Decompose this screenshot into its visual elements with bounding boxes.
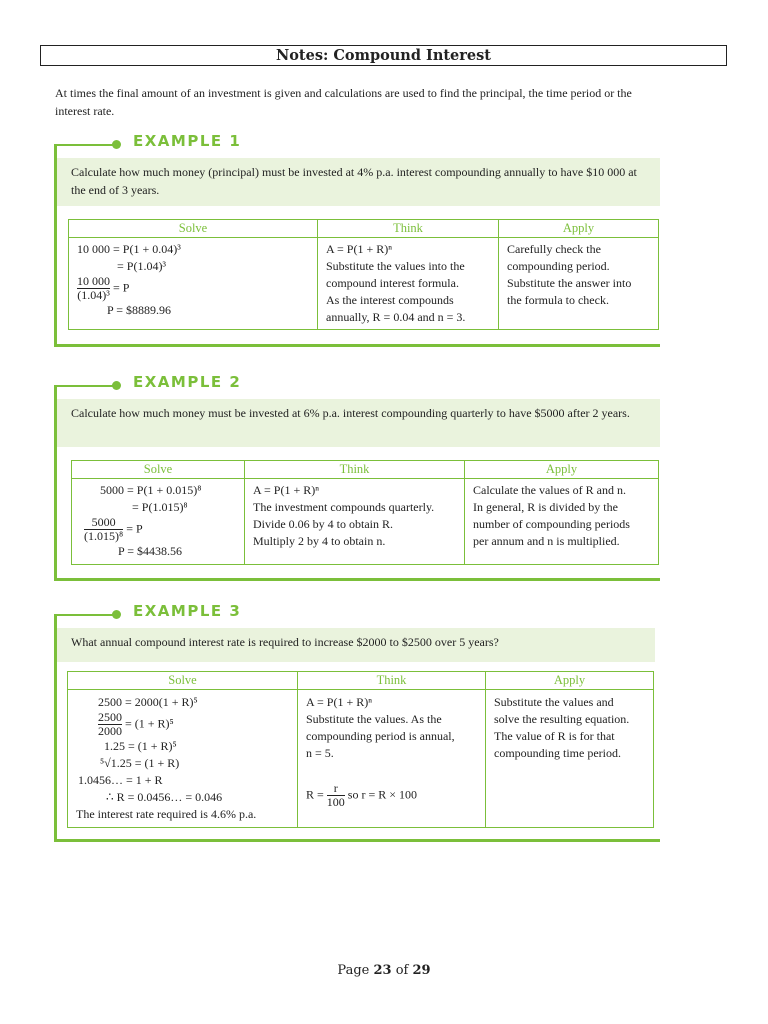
solve-line: = (1 + R)⁵ bbox=[125, 716, 174, 731]
apply-header: Apply bbox=[486, 672, 654, 690]
fraction-denominator: (1.04)³ bbox=[77, 288, 110, 302]
solve-result: P = $8889.96 bbox=[107, 303, 171, 317]
example-1-label: EXAMPLE 1 bbox=[133, 132, 242, 150]
fraction-numerator: 2500 bbox=[98, 710, 122, 724]
solve-cell bbox=[72, 479, 245, 565]
think-equation bbox=[306, 782, 477, 809]
think-line: A = P(1 + R)ⁿ bbox=[306, 695, 372, 709]
heading-line bbox=[54, 385, 116, 387]
think-cell bbox=[245, 479, 465, 565]
fraction-denominator: 2000 bbox=[98, 724, 122, 738]
intro-paragraph: At times the final amount of an investment is given and calculations are used to find the principal, the time period or the interest rate. bbox=[55, 86, 632, 118]
apply-line: Carefully check the bbox=[507, 242, 601, 256]
example-2-label: EXAMPLE 2 bbox=[133, 373, 242, 391]
page-footer bbox=[0, 963, 768, 978]
think-cell bbox=[318, 238, 499, 330]
fraction bbox=[327, 782, 345, 809]
example-3-label: EXAMPLE 3 bbox=[133, 602, 242, 620]
solve-fraction-line bbox=[77, 275, 309, 302]
heading-line bbox=[54, 144, 116, 146]
think-line: As the interest compounds bbox=[326, 293, 454, 307]
think-line: compounding period is annual, bbox=[306, 729, 455, 743]
example-2-question: Calculate how much money must be invested at 6% p.a. interest compounding quarterly to have $5000 after 2 years. bbox=[57, 399, 660, 447]
example-3 bbox=[54, 602, 660, 842]
apply-line: the formula to check. bbox=[507, 293, 609, 307]
solve-line: ⁵√1.25 = (1 + R) bbox=[100, 756, 180, 770]
apply-line: Calculate the values of R and n. bbox=[473, 483, 626, 497]
apply-line: compounding time period. bbox=[494, 746, 621, 760]
fraction-numerator: 10 000 bbox=[77, 274, 110, 288]
page-total: 29 bbox=[412, 963, 431, 978]
heading-dot-icon bbox=[112, 610, 121, 619]
solve-line: 2500 = 2000(1 + R)⁵ bbox=[98, 695, 198, 709]
solve-cell bbox=[69, 238, 318, 330]
think-line: n = 5. bbox=[306, 746, 334, 760]
solve-line: = P(1.04)³ bbox=[117, 259, 167, 273]
solve-line: 10 000 = P(1 + 0.04)³ bbox=[77, 242, 181, 256]
example-1-question: Calculate how much money (principal) must be invested at 4% p.a. interest compounding annually to have $10 000 at the end of 3 years. bbox=[57, 158, 660, 206]
apply-header: Apply bbox=[465, 461, 659, 479]
apply-line: In general, R is divided by the bbox=[473, 500, 618, 514]
think-line: Multiply 2 by 4 to obtain n. bbox=[253, 534, 386, 548]
equation-lhs: R = bbox=[306, 787, 324, 802]
example-1-table bbox=[68, 219, 659, 330]
think-line: Substitute the values into the bbox=[326, 259, 465, 273]
example-3-table bbox=[67, 671, 654, 828]
solve-header: Solve bbox=[68, 672, 298, 690]
apply-header: Apply bbox=[499, 220, 659, 238]
fraction-denominator: 100 bbox=[326, 795, 345, 809]
think-header: Think bbox=[318, 220, 499, 238]
fraction bbox=[77, 275, 110, 302]
apply-line: per annum and n is multiplied. bbox=[473, 534, 620, 548]
solve-fraction-line bbox=[80, 516, 236, 543]
heading-dot-icon bbox=[112, 381, 121, 390]
solve-header: Solve bbox=[72, 461, 245, 479]
heading-line bbox=[54, 614, 116, 616]
solve-header: Solve bbox=[69, 220, 318, 238]
think-line: compound interest formula. bbox=[326, 276, 459, 290]
fraction-numerator: 5000 bbox=[84, 516, 123, 530]
solve-line: = P(1.015)⁸ bbox=[132, 500, 188, 514]
think-header: Think bbox=[245, 461, 465, 479]
apply-cell bbox=[499, 238, 659, 330]
fraction-numerator: r bbox=[327, 782, 345, 796]
think-line: The investment compounds quarterly. bbox=[253, 500, 435, 514]
example-1 bbox=[54, 132, 660, 347]
example-3-question: What annual compound interest rate is required to increase $2000 to $2500 over 5 years? bbox=[57, 628, 655, 662]
apply-line: The value of R is for that bbox=[494, 729, 615, 743]
example-2-table bbox=[71, 460, 659, 565]
solve-line: ∴ R = 0.0456… = 0.046 bbox=[106, 790, 223, 804]
apply-cell bbox=[465, 479, 659, 565]
page-prefix: Page bbox=[337, 963, 374, 978]
apply-line: solve the resulting equation. bbox=[494, 712, 630, 726]
apply-line: number of compounding periods bbox=[473, 517, 630, 531]
page-current: 23 bbox=[373, 963, 392, 978]
think-line: A = P(1 + R)ⁿ bbox=[253, 483, 319, 497]
think-cell bbox=[298, 690, 486, 828]
page-title: Notes: Compound Interest bbox=[40, 45, 727, 66]
apply-cell bbox=[486, 690, 654, 828]
solve-line: 1.0456… = 1 + R bbox=[78, 773, 163, 787]
equation-rhs: so r = R × 100 bbox=[347, 787, 417, 802]
solve-fraction-line bbox=[76, 711, 289, 738]
apply-line: Substitute the answer into bbox=[507, 276, 632, 290]
solve-result: P = $4438.56 bbox=[118, 544, 182, 558]
apply-line: compounding period. bbox=[507, 259, 610, 273]
solve-line: 1.25 = (1 + R)⁵ bbox=[104, 739, 177, 753]
fraction-denominator: (1.015)⁸ bbox=[84, 529, 124, 543]
think-line: A = P(1 + R)ⁿ bbox=[326, 242, 392, 256]
think-line: Substitute the values. As the bbox=[306, 712, 442, 726]
page-of: of bbox=[391, 963, 413, 978]
fraction bbox=[98, 711, 122, 738]
think-header: Think bbox=[298, 672, 486, 690]
solve-line: = P bbox=[113, 280, 130, 295]
think-line: annually, R = 0.04 and n = 3. bbox=[326, 310, 466, 324]
think-line: Divide 0.06 by 4 to obtain R. bbox=[253, 517, 393, 531]
example-2 bbox=[54, 373, 660, 581]
fraction bbox=[84, 516, 123, 543]
solve-cell bbox=[68, 690, 298, 828]
heading-dot-icon bbox=[112, 140, 121, 149]
solve-line: = P bbox=[126, 521, 143, 536]
solve-conclusion: The interest rate required is 4.6% p.a. bbox=[76, 807, 257, 821]
solve-line: 5000 = P(1 + 0.015)⁸ bbox=[100, 483, 202, 497]
apply-line: Substitute the values and bbox=[494, 695, 614, 709]
